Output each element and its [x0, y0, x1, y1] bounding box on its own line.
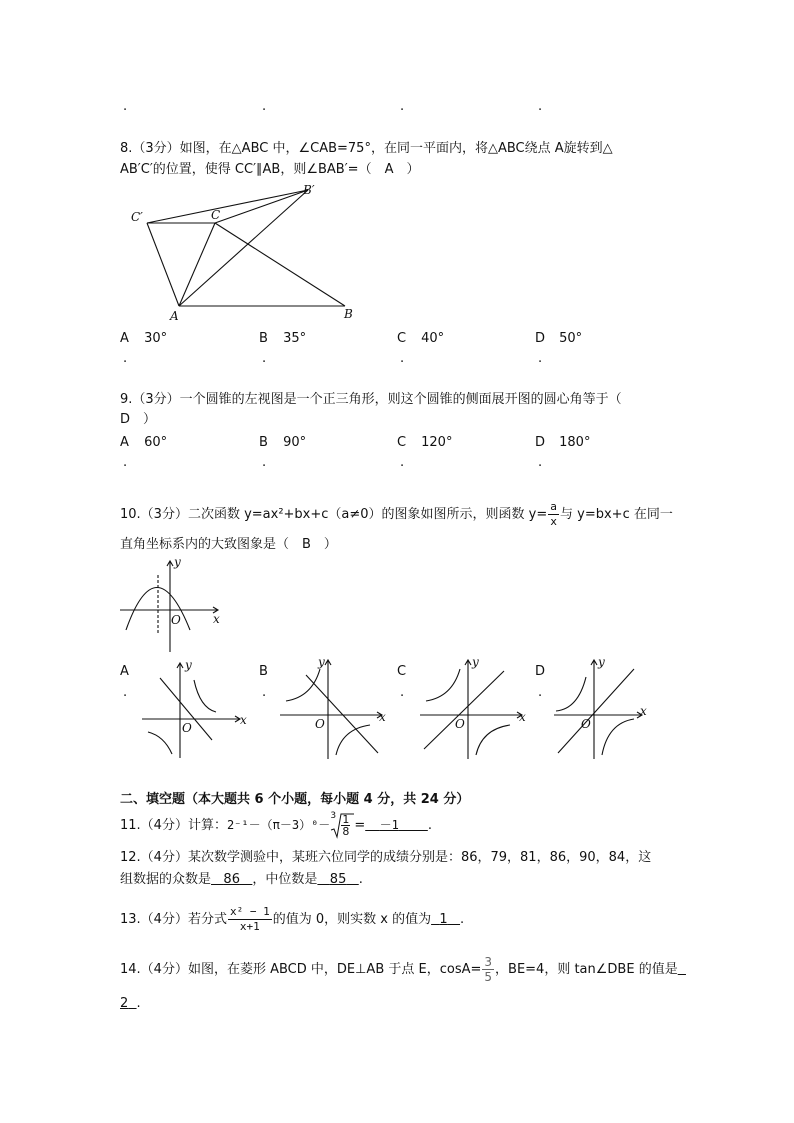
- option-dot: .: [262, 685, 267, 700]
- hyperbola-branch-1: [194, 680, 216, 712]
- q9-text-line2: D ）: [120, 412, 157, 427]
- q10-option-a-graph[interactable]: [142, 658, 250, 760]
- hyperbola-branch-1: [426, 669, 460, 701]
- hyperbola-branch-2: [148, 732, 172, 754]
- q10-option-b-letter[interactable]: B: [259, 664, 268, 679]
- origin-label: O: [171, 613, 181, 627]
- q12-mode-blank[interactable]: 86: [223, 872, 240, 887]
- option-dot: .: [538, 455, 543, 470]
- line-graph: [558, 669, 634, 753]
- svg-text:y: y: [472, 655, 479, 669]
- svg-text:x: x: [240, 713, 247, 727]
- svg-text:x: x: [640, 704, 647, 718]
- option-dot: .: [538, 351, 543, 366]
- segment-a-c: [179, 223, 215, 306]
- x-label: x: [213, 612, 220, 626]
- svg-text:x: x: [519, 710, 526, 724]
- option-dot: .: [400, 99, 405, 114]
- q11-answer-blank[interactable]: －1: [379, 818, 399, 832]
- hyperbola-branch-1: [556, 677, 586, 711]
- q9-option-c[interactable]: C 120°: [397, 435, 453, 450]
- q12-text-line2: 组数据的众数是 86 ，中位数是 85 .: [120, 872, 363, 887]
- option-dot: .: [538, 685, 543, 700]
- q13-text: 13.（4分）若分式 $\frac{\text{x² − 1}}{x+1}$ 的值为 0，则实数 x 的值为 1 .: [120, 905, 465, 933]
- q11-text: 11.（4分）计算：2⁻¹－（π－3）⁰－ 3 $\frac{1}{8}$ = －1 .: [120, 810, 432, 838]
- label-c-prime: C′: [131, 210, 143, 224]
- option-dot: .: [538, 99, 543, 114]
- q9-option-a[interactable]: A 60°: [120, 435, 168, 450]
- label-b: B: [344, 307, 353, 321]
- q8-text-line2: AB′C′的位置，使得 CC′∥AB，则∠BAB′=（ A ）: [120, 162, 420, 177]
- segment-a-c-prime: [147, 223, 179, 306]
- option-dot: .: [262, 455, 267, 470]
- q8-option-d[interactable]: D 50°: [535, 331, 583, 346]
- q8-option-a[interactable]: A 30°: [120, 331, 168, 346]
- q9-text-line1: 9.（3分）一个圆锥的左视图是一个正三角形，则这个圆锥的侧面展开图的圆心角等于（: [120, 392, 622, 407]
- q9-option-d[interactable]: D 180°: [535, 435, 591, 450]
- q14-answer-line: 2 .: [120, 996, 141, 1011]
- svg-text:y: y: [318, 655, 325, 669]
- q14-text: 14.（4分）如图，在菱形 ABCD 中，DE⊥AB 于点 E，cosA= $\frac{3}{5}$ ，BE=4，则 tan∠DBE 的值是: [120, 955, 678, 984]
- q8-option-c[interactable]: C 40°: [397, 331, 445, 346]
- svg-text:O: O: [455, 717, 465, 731]
- label-a: A: [170, 309, 179, 323]
- option-dot: .: [262, 351, 267, 366]
- svg-text:O: O: [315, 717, 325, 731]
- svg-text:y: y: [185, 658, 192, 672]
- line-graph: [424, 671, 504, 749]
- q8-text-line1: 8.（3分）如图，在△ABC 中，∠CAB=75°，在同一平面内，将△ABC绕点 A旋转到△: [120, 141, 613, 156]
- svg-text:x: x: [379, 710, 386, 724]
- option-dot: .: [262, 99, 267, 114]
- svg-text:O: O: [182, 721, 192, 735]
- q8-triangle-figure: [125, 180, 355, 325]
- option-dot: .: [123, 351, 128, 366]
- segment-c-b: [215, 223, 345, 306]
- q8-option-b[interactable]: B 35°: [259, 331, 307, 346]
- hyperbola-branch-2: [602, 719, 634, 755]
- option-dot: .: [123, 455, 128, 470]
- q9-option-b[interactable]: B 90°: [259, 435, 307, 450]
- y-label: y: [174, 555, 181, 569]
- option-dot: .: [123, 685, 128, 700]
- hyperbola-branch-2: [336, 725, 370, 755]
- option-dot: .: [123, 99, 128, 114]
- q10-text-line1: 10.（3分）二次函数 y=ax²+bx+c（a≠0）的图象如图所示，则函数 y= $\frac{a}{x}$ 与 y=bx+c 在同一: [120, 500, 673, 528]
- option-dot: .: [400, 455, 405, 470]
- option-dot: .: [400, 685, 405, 700]
- hyperbola-branch-2: [476, 725, 510, 755]
- q14-answer-blank[interactable]: 2: [120, 996, 129, 1011]
- label-b-prime: B′: [303, 183, 315, 197]
- option-dot: .: [400, 351, 405, 366]
- section-heading: 二、填空题（本大题共 6 个小题，每小题 4 分，共 24 分）: [120, 792, 470, 807]
- q12-median-blank[interactable]: 85: [329, 872, 347, 887]
- q10-option-d-letter[interactable]: D: [535, 664, 546, 679]
- q10-parabola-graph: [118, 555, 230, 655]
- q13-answer-blank[interactable]: 1: [439, 912, 448, 927]
- q10-option-c-graph[interactable]: [418, 655, 528, 761]
- segment-a-b-prime: [179, 190, 308, 306]
- label-c: C: [211, 208, 221, 222]
- svg-text:O: O: [581, 717, 591, 731]
- q10-option-d-graph[interactable]: [554, 655, 654, 761]
- q10-option-c-letter[interactable]: C: [397, 664, 407, 679]
- q10-option-b-graph[interactable]: [278, 655, 388, 761]
- svg-text:y: y: [598, 655, 605, 669]
- q12-text-line1: 12.（4分）某次数学测验中，某班六位同学的成绩分别是：86，79，81，86，90，84，这: [120, 850, 652, 865]
- q10-text-line2: 直角坐标系内的大致图象是（ B ）: [120, 537, 337, 552]
- q10-option-a-letter[interactable]: A: [120, 664, 129, 679]
